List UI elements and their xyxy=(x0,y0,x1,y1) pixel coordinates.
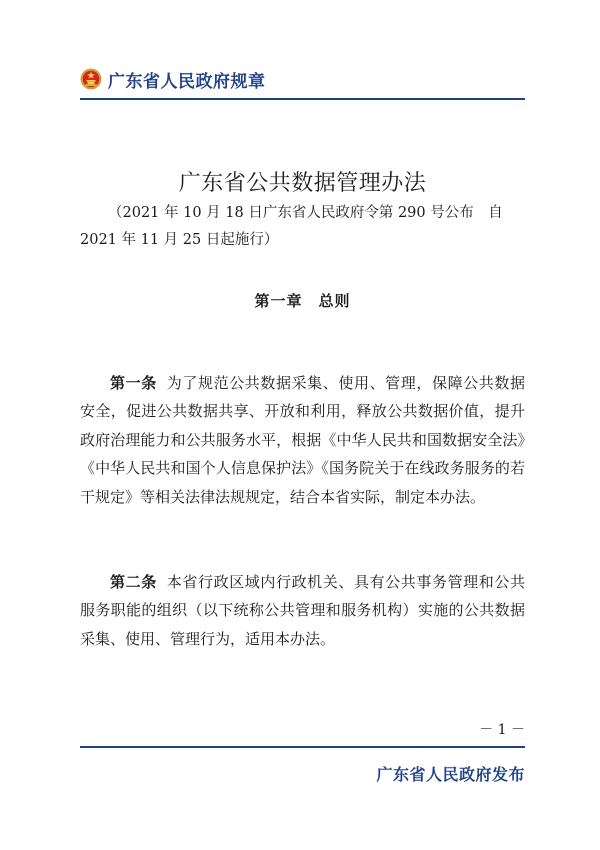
national-emblem-icon xyxy=(80,68,102,90)
article-2-label: 第二条 xyxy=(110,573,157,591)
footer-divider xyxy=(80,746,525,748)
document-subtitle xyxy=(80,200,525,254)
subtitle-line-2: 2021 年 11 月 25 日起施行） xyxy=(80,232,279,248)
article-1 xyxy=(80,369,525,511)
footer-publisher: 广东省人民政府发布 xyxy=(376,765,525,784)
page-header xyxy=(80,62,266,96)
page-number: － 1 － xyxy=(479,722,525,738)
header-divider xyxy=(80,98,525,100)
article-1-label: 第一条 xyxy=(110,374,157,392)
chapter-heading: 第一章 总则 xyxy=(254,292,351,310)
article-2-text: 本省行政区域内行政机关、具有公共事务管理和公共服务职能的组织（以下统称公共管理和服务机构）实施的公共数据采集、使用、管理行为，适用本办法。 xyxy=(80,573,525,648)
header-title: 广东省人民政府规章 xyxy=(108,71,266,92)
article-1-text: 为了规范公共数据采集、使用、管理，保障公共数据安全，促进公共数据共享、开放和利用，释放公共数据价值，提升政府治理能力和公共服务水平，根据《中华人民共和国数据安全法》《中华人民共和国个人信息保护法》《国务院关于在线政务服务的若干规定》等相关法律法规规定，结合本省实际，制定本办法。 xyxy=(80,374,525,506)
subtitle-line-1: （2021 年 10 月 18 日广东省人民政府令第 290 号公布 自 xyxy=(108,205,503,221)
document-title: 广东省公共数据管理办法 xyxy=(178,171,427,196)
article-2 xyxy=(80,568,525,653)
